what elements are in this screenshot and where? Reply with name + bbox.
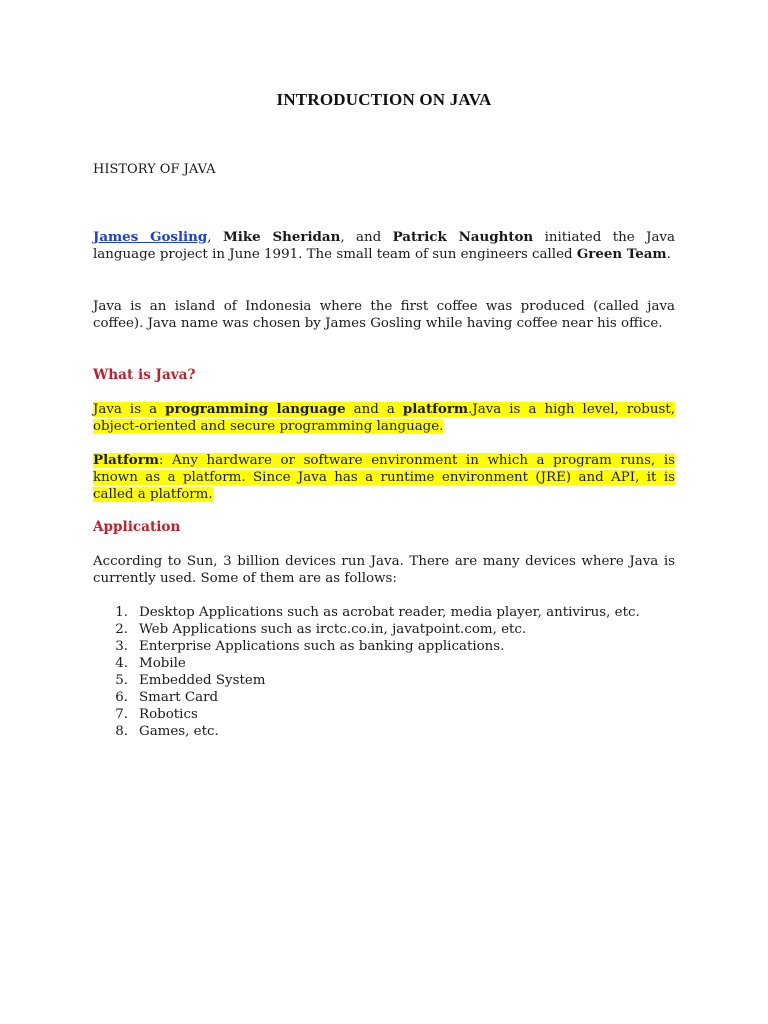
list-item-number: 1. (115, 605, 128, 620)
history-heading: HISTORY OF JAVA (93, 162, 216, 177)
list-item-text: Web Applications such as irctc.co.in, javatpoint.com, etc. (139, 622, 527, 637)
list-item (93, 706, 675, 723)
list-item (93, 604, 675, 621)
list-item (93, 672, 675, 689)
james-gosling-link[interactable]: James Gosling (93, 229, 208, 245)
paragraph-what-is-java (93, 401, 675, 435)
definition-text: Java is a (93, 402, 166, 417)
paragraph-founders (93, 229, 675, 263)
list-item-number: 7. (115, 707, 128, 722)
applications-list (93, 604, 675, 740)
list-item-text: Games, etc. (139, 724, 219, 739)
paragraph-end: . (666, 247, 671, 262)
highlighted-definition (93, 402, 675, 434)
paragraph-java-island: Java is an island of Indonesia where the first coffee was produced (called java coffee). Java name was chosen by James Gosling while having coffee near his office. (93, 299, 675, 331)
list-item-number: 4. (115, 656, 128, 671)
list-item (93, 723, 675, 740)
list-item-number: 8. (115, 724, 128, 739)
list-item (93, 621, 675, 638)
what-is-java-heading: What is Java? (93, 367, 196, 383)
definition-text: .Java is a high level, robust, object-oriented and secure programming language. (93, 402, 675, 434)
list-item (93, 689, 675, 706)
platform-label: Platform (93, 452, 159, 468)
platform-definition-text: : Any hardware or software environment in which a program runs, is known as a platform. Since Java has a runtime environment (JRE) and API, it is called a platform. (93, 453, 675, 502)
list-item-number: 2. (115, 622, 128, 637)
separator-text: , (207, 230, 223, 245)
list-item-text: Smart Card (139, 690, 219, 705)
list-item-text: Mobile (139, 656, 186, 671)
green-team-name: Green Team (576, 246, 667, 262)
patrick-naughton-name: Patrick Naughton (392, 229, 534, 245)
separator-text: , and (340, 230, 393, 245)
list-item (93, 638, 675, 655)
list-item-number: 3. (115, 639, 128, 654)
paragraph-text: initiated the Java language project in June 1991. The small team of sun engineers called (93, 230, 675, 262)
list-item-text: Robotics (139, 707, 198, 722)
paragraph-application-intro: According to Sun, 3 billion devices run Java. There are many devices where Java is currently used. Some of them are as follows: (93, 554, 675, 586)
highlighted-platform-definition (93, 453, 675, 502)
programming-language-term: programming language (165, 401, 346, 417)
mike-sheridan-name: Mike Sheridan (222, 229, 341, 245)
paragraph-platform (93, 452, 675, 503)
application-heading: Application (93, 519, 181, 535)
list-item (93, 655, 675, 672)
list-item-text: Enterprise Applications such as banking applications. (139, 639, 505, 654)
list-item-number: 5. (115, 673, 128, 688)
definition-text: and a (345, 402, 403, 417)
platform-term: platform (402, 401, 469, 417)
document-title: INTRODUCTION ON JAVA (276, 90, 492, 109)
list-item-number: 6. (115, 690, 128, 705)
list-item-text: Embedded System (139, 673, 266, 688)
list-item-text: Desktop Applications such as acrobat reader, media player, antivirus, etc. (139, 605, 640, 620)
